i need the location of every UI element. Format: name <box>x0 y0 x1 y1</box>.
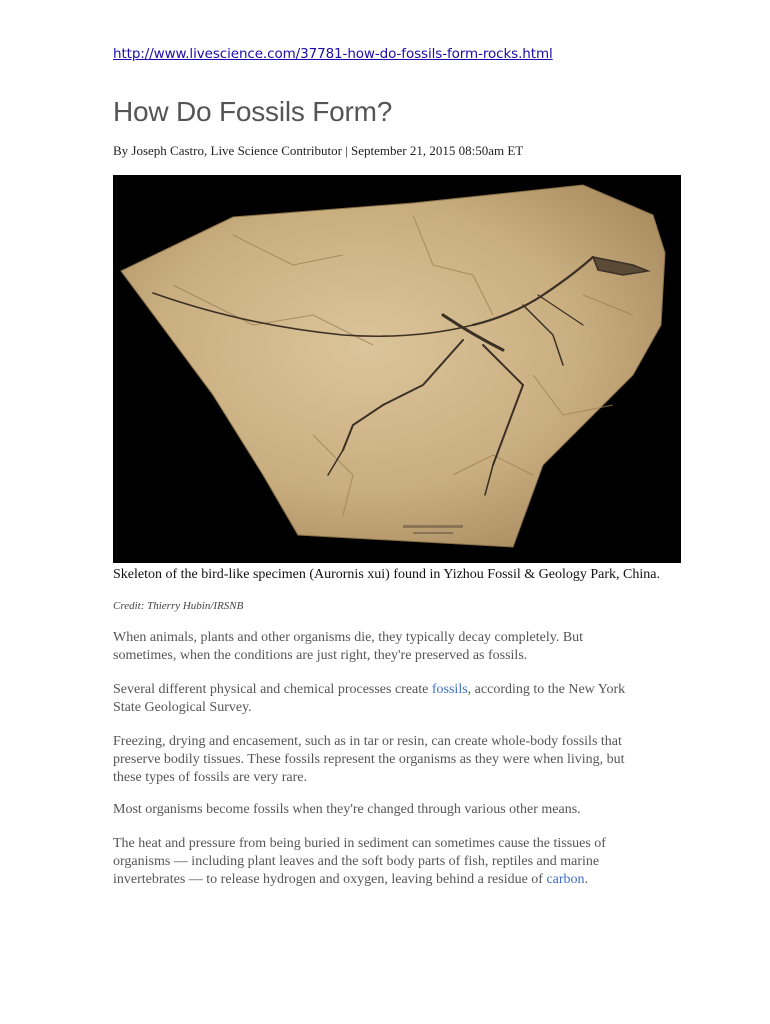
paragraph-3: Freezing, drying and encasement, such as in tar or resin, can create whole-body fossils that preserve bodily tissues. These fossils represent the organisms as they were when living, but these types of fossils are very rare. <box>113 734 625 785</box>
paragraph-2 <box>113 681 643 717</box>
fossils-link[interactable]: fossils <box>431 682 468 697</box>
paragraph-4: Most organisms become fossils when they're changed through various other means. <box>113 802 581 817</box>
source-url-link[interactable]: http://www.livescience.com/37781-how-do-fossils-form-rocks.html <box>113 46 553 62</box>
article-byline: By Joseph Castro, Live Science Contributor | September 21, 2015 08:50am ET <box>113 143 524 158</box>
paragraph-5-text-end: . <box>584 872 589 887</box>
paragraph-1: When animals, plants and other organisms die, they typically decay completely. But sometimes, when the conditions are just right, they're preserved as fossils. <box>113 630 584 663</box>
paragraph-2-text-start: Several different physical and chemical processes create <box>113 682 432 697</box>
figure-credit: Credit: Thierry Hubin/IRSNB <box>113 600 244 612</box>
fossil-photo <box>113 175 681 563</box>
carbon-link[interactable]: carbon <box>546 872 585 887</box>
article-title: How Do Fossils Form? <box>113 96 393 127</box>
figure-caption: Skeleton of the bird-like specimen (Aurornis xui) found in Yizhou Fossil & Geology Park, China. <box>113 567 660 582</box>
paragraph-5 <box>113 835 643 889</box>
paragraph-5-text-start: The heat and pressure from being buried in sediment can sometimes cause the tissues of organisms — including plant leaves and the soft body parts of fish, reptiles and marine invertebrates — to release hydrogen and oxygen, leaving behind a residue of <box>113 836 606 887</box>
paragraph-2-text-end: , according to the New York State Geological Survey. <box>113 682 626 715</box>
fossil-illustration <box>113 175 681 563</box>
